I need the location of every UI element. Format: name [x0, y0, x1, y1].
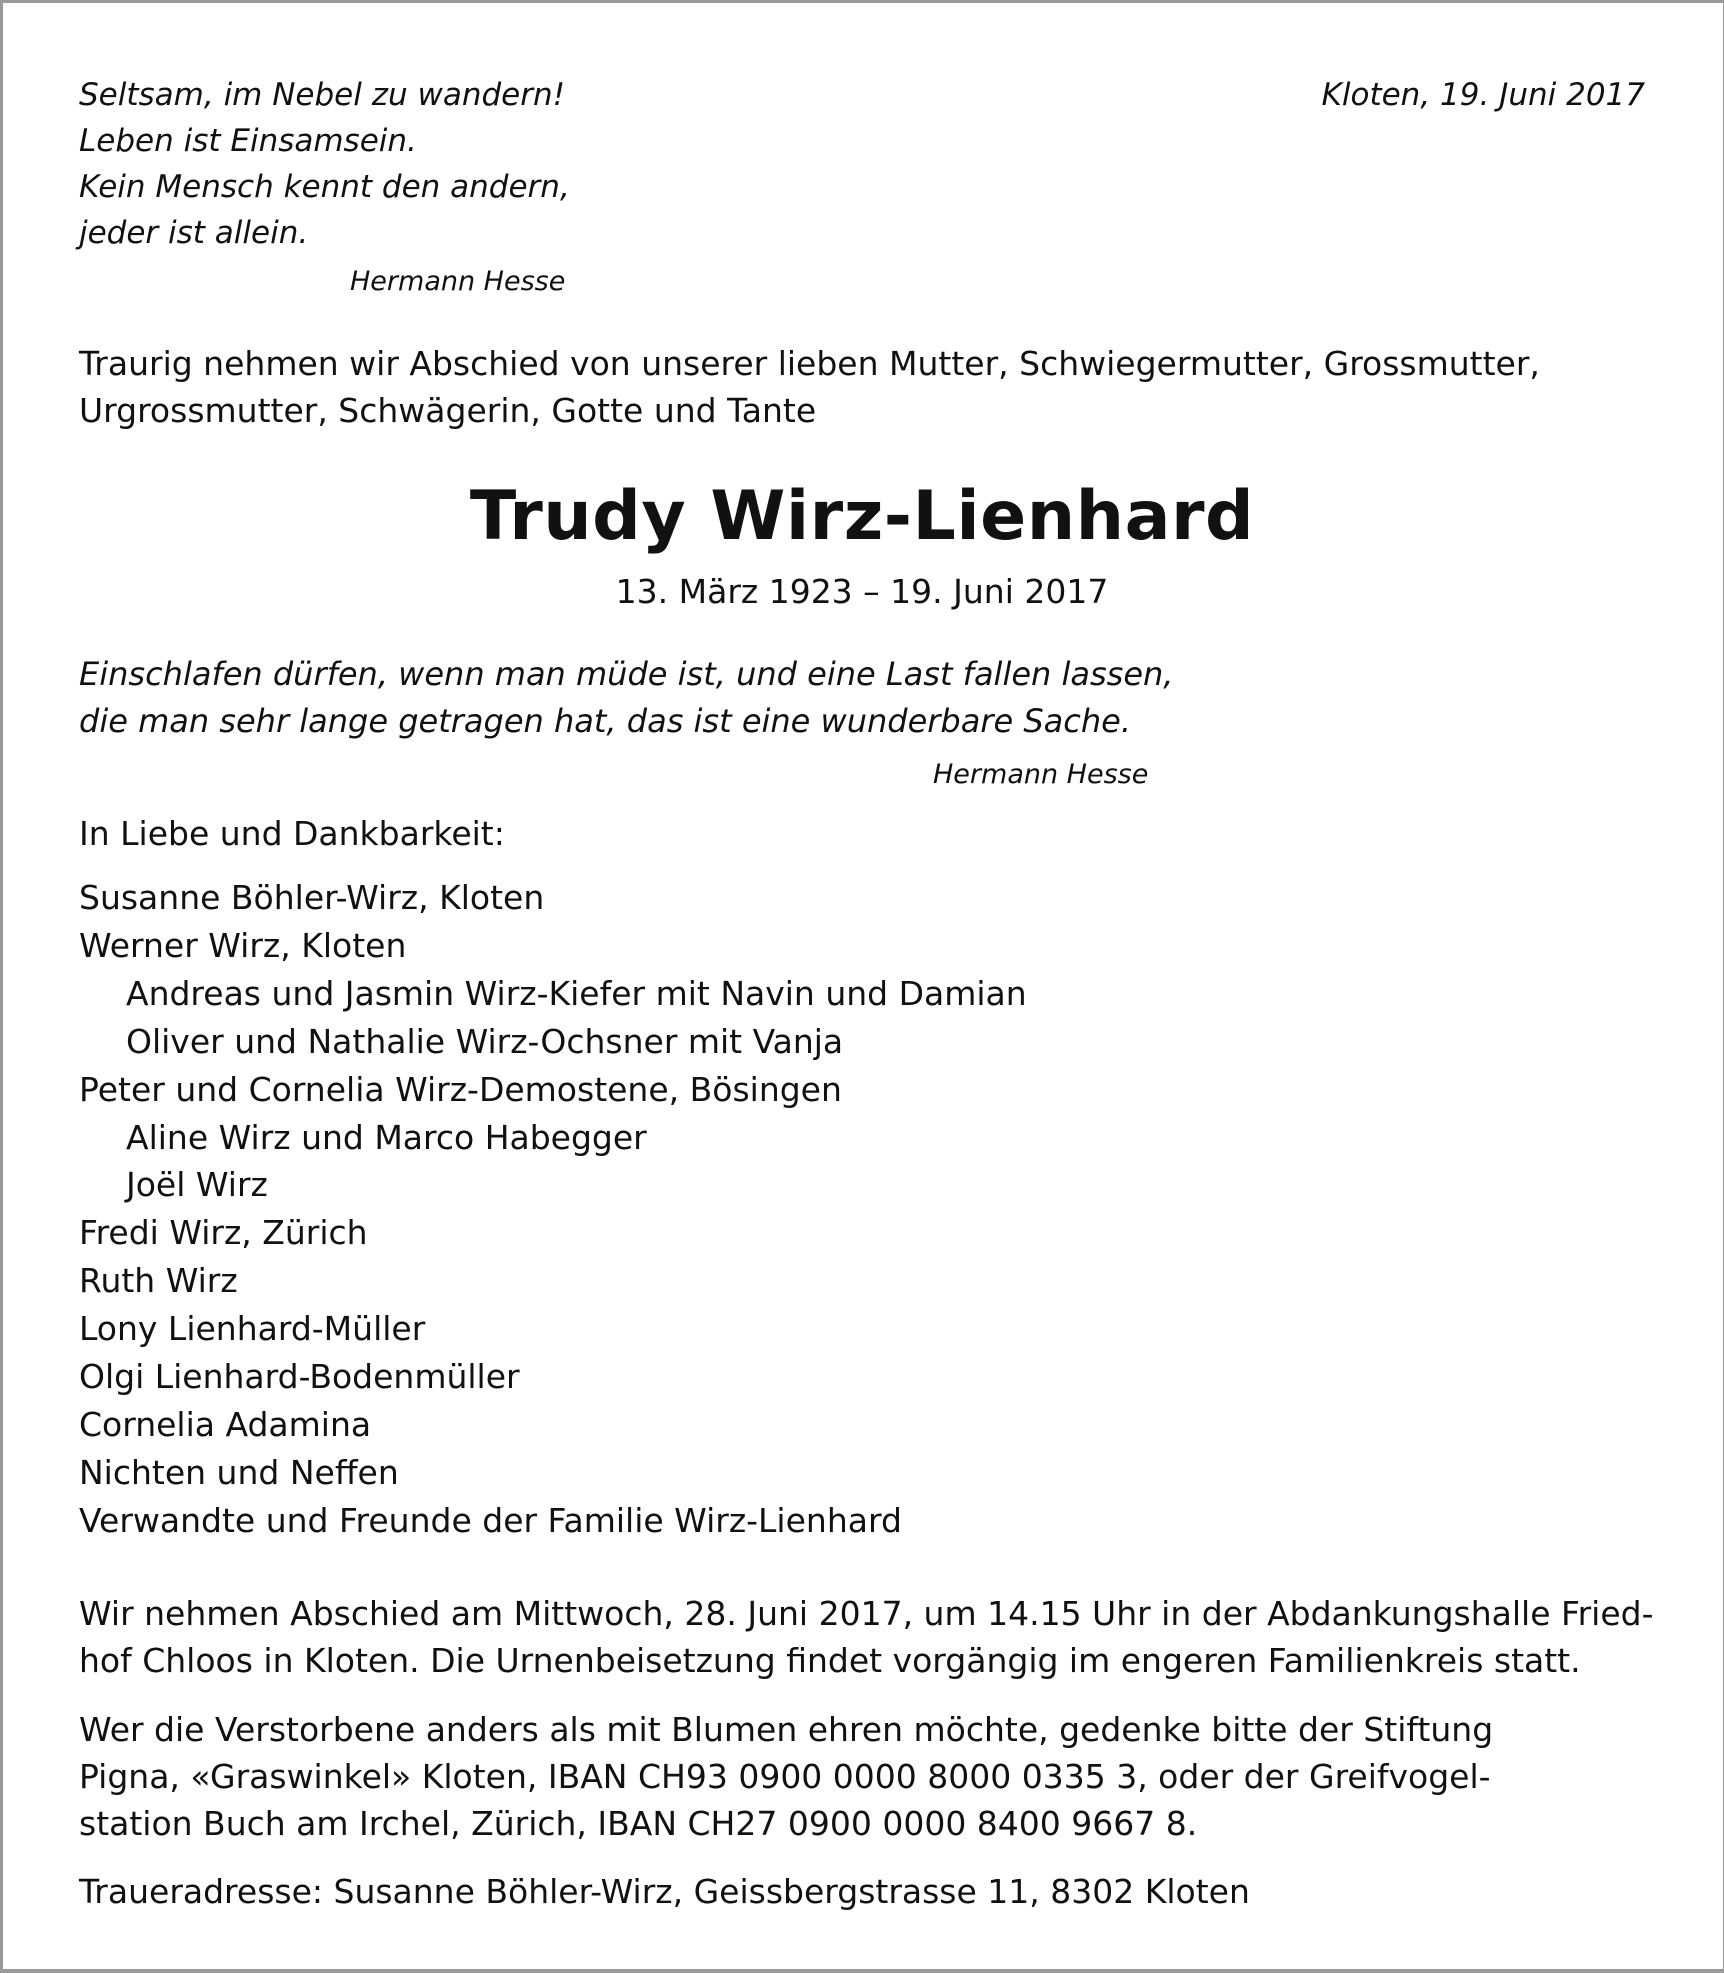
mourner-entry: Fredi Wirz, Zürich — [79, 1213, 368, 1253]
mourner-entry: Verwandte und Freunde der Familie Wirz-Lienhard — [79, 1500, 902, 1540]
poem-line: Seltsam, im Nebel zu wandern! — [79, 77, 566, 113]
mourner-entry: Olgi Lienhard-Bodenmüller — [79, 1357, 520, 1397]
address-line: Traueradresse: Susanne Böhler-Wirz, Geissbergstrasse 11, 8302 Kloten — [79, 1872, 1250, 1911]
quote-line: die man sehr lange getragen hat, das ist eine wunderbare Sache. — [79, 702, 1132, 740]
place-date: Kloten, 19. Juni 2017 — [1321, 77, 1645, 113]
donation-line: station Buch am Irchel, Zürich, IBAN CH27 0900 0000 8400 9667 8. — [79, 1804, 1198, 1843]
mourner-entry: Susanne Böhler-Wirz, Kloten — [79, 878, 545, 917]
poem-line: jeder ist allein. — [79, 215, 309, 251]
mourner-entry: Lony Lienhard-Müller — [79, 1309, 426, 1349]
mourner-entry: Aline Wirz und Marco Habegger — [126, 1117, 647, 1157]
mourning-address — [79, 1868, 1645, 1915]
farewell-line: Wir nehmen Abschied am Mittwoch, 28. Juni 2017, um 14.15 Uhr in der Abdankungshalle Fried- — [79, 1594, 1654, 1633]
intro-line: Traurig nehmen wir Abschied von unserer lieben Mutter, Schwiegermutter, Grossmutter, — [79, 344, 1540, 383]
poem-line: Leben ist Einsamsein. — [79, 123, 417, 159]
mourner-entry: Cornelia Adamina — [79, 1404, 372, 1444]
poem-author: Hermann Hesse — [350, 266, 566, 297]
intro-text — [79, 340, 1659, 434]
opening-poem — [79, 72, 570, 256]
quote-author: Hermann Hesse — [933, 759, 1149, 790]
mourner-entry: Joël Wirz — [126, 1165, 268, 1205]
mourner-entry: Werner Wirz, Kloten — [79, 925, 407, 965]
deceased-name: Trudy Wirz-Lienhard — [469, 477, 1255, 556]
mourner-entry: Oliver und Nathalie Wirz-Ochsner mit Vanja — [126, 1021, 844, 1061]
intro-line: Urgrossmutter, Schwägerin, Gotte und Tante — [79, 391, 817, 430]
donation-line: Wer die Verstorbene anders als mit Blumen ehren möchte, gedenke bitte der Stiftung — [79, 1710, 1494, 1749]
mourners-list — [79, 874, 1027, 1545]
dank-heading: In Liebe und Dankbarkeit: — [79, 814, 505, 853]
farewell-paragraph — [79, 1590, 1654, 1684]
donation-paragraph — [79, 1706, 1645, 1847]
poem-line: Kein Mensch kennt den andern, — [79, 169, 570, 205]
quote-line: Einschlafen dürfen, wenn man müde ist, und eine Last fallen lassen, — [79, 655, 1174, 693]
life-dates: 13. März 1923 – 19. Juni 2017 — [615, 572, 1109, 611]
donation-line: Pigna, «Graswinkel» Kloten, IBAN CH93 0900 0000 8000 0335 3, oder der Greifvogel- — [79, 1757, 1491, 1796]
mourner-entry: Peter und Cornelia Wirz-Demostene, Bösingen — [79, 1069, 842, 1109]
mourner-entry: Andreas und Jasmin Wirz-Kiefer mit Navin und Damian — [126, 973, 1027, 1013]
farewell-line: hof Chloos in Kloten. Die Urnenbeisetzung findet vorgängig im engeren Familienkreis statt. — [79, 1641, 1581, 1680]
closing-quote — [79, 651, 1173, 745]
mourner-entry: Nichten und Neffen — [79, 1452, 399, 1492]
mourner-entry: Ruth Wirz — [79, 1261, 238, 1301]
